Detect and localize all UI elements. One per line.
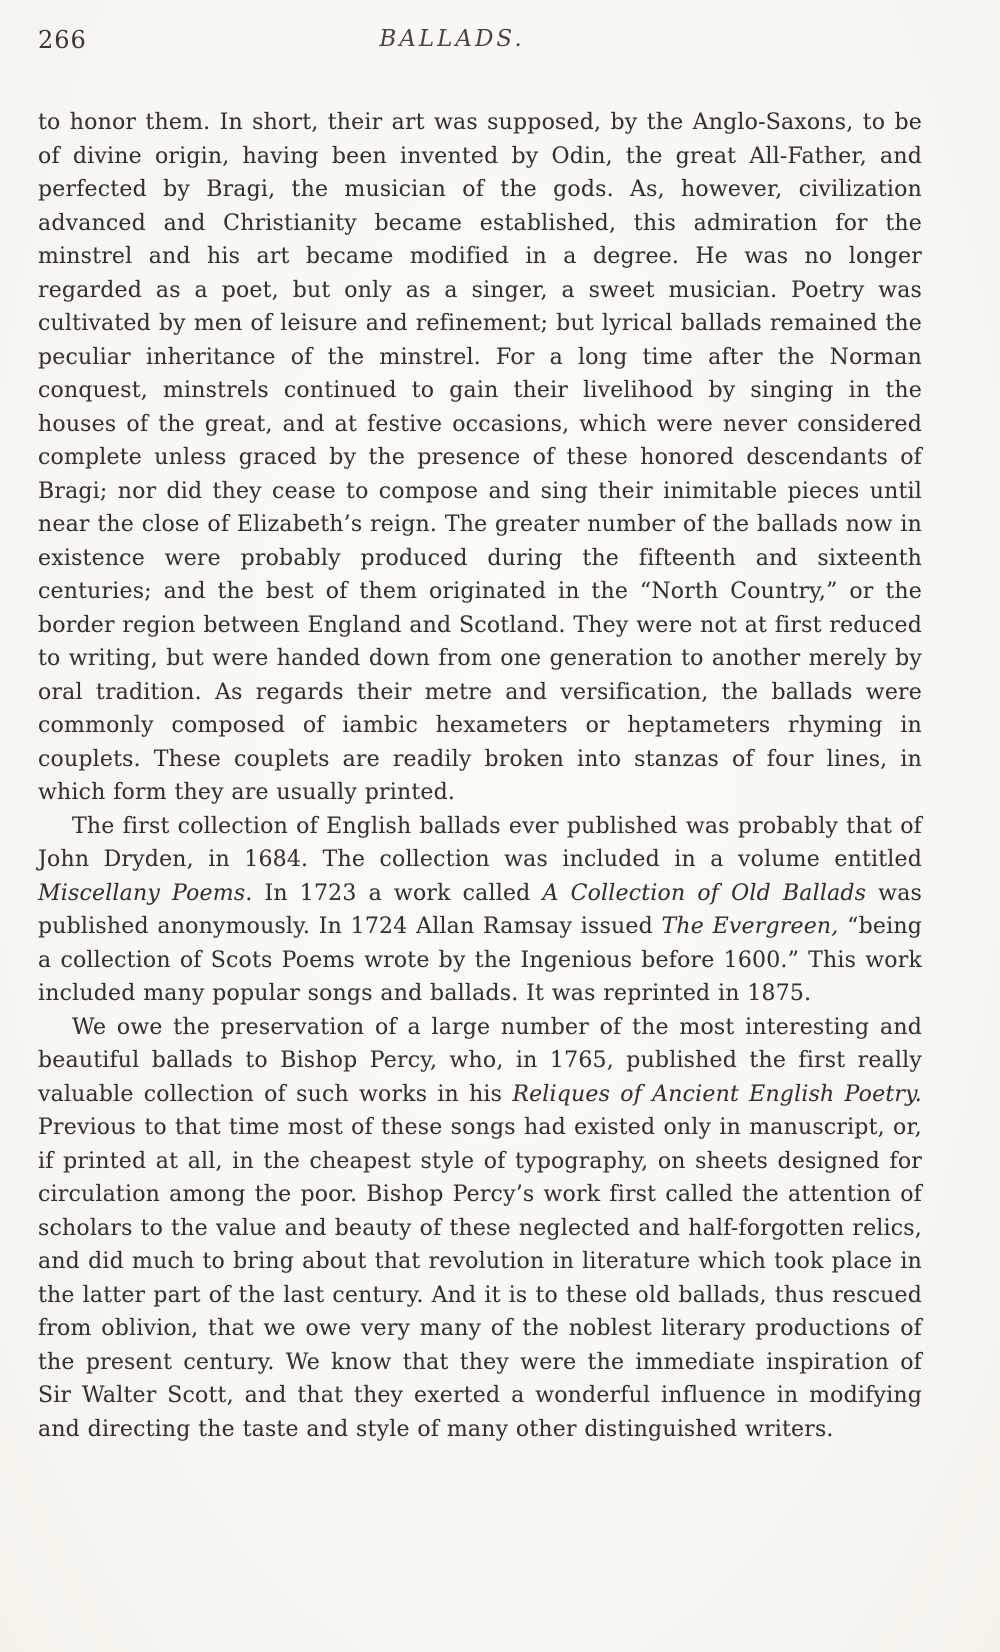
paragraph	[38, 1011, 922, 1447]
running-head-title: BALLADS.	[379, 26, 525, 52]
paragraph	[38, 106, 922, 810]
italic-book-title: Reliques of Ancient English Poetry.	[512, 1081, 922, 1107]
paragraph	[38, 810, 922, 1011]
text-segment: In 1723 a work called	[252, 880, 543, 906]
page-number: 266	[38, 26, 87, 54]
text-segment: The first collection of English ballads ever published was probably that of John Dryden, in 1684. The collection was included in a volume entitled	[38, 813, 922, 872]
text-segment: “being a collection of Scots Poems wrote by the Ingenious before 1600.” This work included many popular songs and ballads. It was reprinted in 1875.	[38, 914, 923, 1006]
italic-book-title: A Collection of Old Ballads	[542, 880, 867, 906]
page-header	[38, 22, 922, 68]
page-body	[38, 106, 922, 1446]
text-segment: Previous to that time most of these songs had existed only in manuscript, or, if printed at all, in the cheapest style of typography, on sheets designed for circulation among the poor. Bishop Percy’s work first called the attention of scholars to the value and beauty of these neglected and half-forgotten relics, and did much to bring about that revolution in literature which took place in the latter part of the last century. And it is to these old ballads, thus rescued from oblivion, that we owe very many of the noblest literary productions of the present century. We know that they were the immediate inspiration of Sir Walter Scott, and that they exerted a wonderful influence in modifying and directing the taste and style of many other distinguished writers.	[38, 1115, 922, 1442]
text-segment: was published anonymously. In 1724 Allan Ramsay issued	[38, 880, 923, 939]
text-segment: to honor them. In short, their art was supposed, by the Anglo-Saxons, to be of divine origin, having been invented by Odin, the great All-Father, and perfected by Bragi, the musician of the gods. As, however, civilization advanced and Christianity became established, this admiration for the minstrel and his art became modified in a degree. He was no longer regarded as a poet, but only as a singer, a sweet musician. Poetry was cultivated by men of leisure and refinement; but lyrical ballads remained the peculiar inheritance of the minstrel. For a long time after the Norman conquest, minstrels continued to gain their livelihood by singing in the houses of the great, and at festive occasions, which were never considered complete unless graced by the presence of these honored descendants of Bragi; nor did they cease to compose and sing their inimitable pieces until near the close of Elizabeth’s reign. The greater number of the ballads now in existence were probably produced during the fifteenth and sixteenth centuries; and the best of them originated in the “North Country,” or the border region between England and Scotland. They were not at first reduced to writing, but were handed down from one generation to another merely by oral tradition. As regards their metre and versification, the ballads were commonly composed of iambic hexameters or heptameters rhyming in couplets. These couplets are readily broken into stanzas of four lines, in which form they are usually printed.	[38, 110, 922, 805]
italic-book-title: The Evergreen,	[661, 914, 839, 939]
text-segment: We owe the preservation of a large number of the most interesting and beautiful ballads to Bishop Percy, who, in 1765, published the first really valuable collection of such works in his	[38, 1014, 922, 1107]
italic-book-title: Miscellany Poems.	[38, 880, 253, 906]
